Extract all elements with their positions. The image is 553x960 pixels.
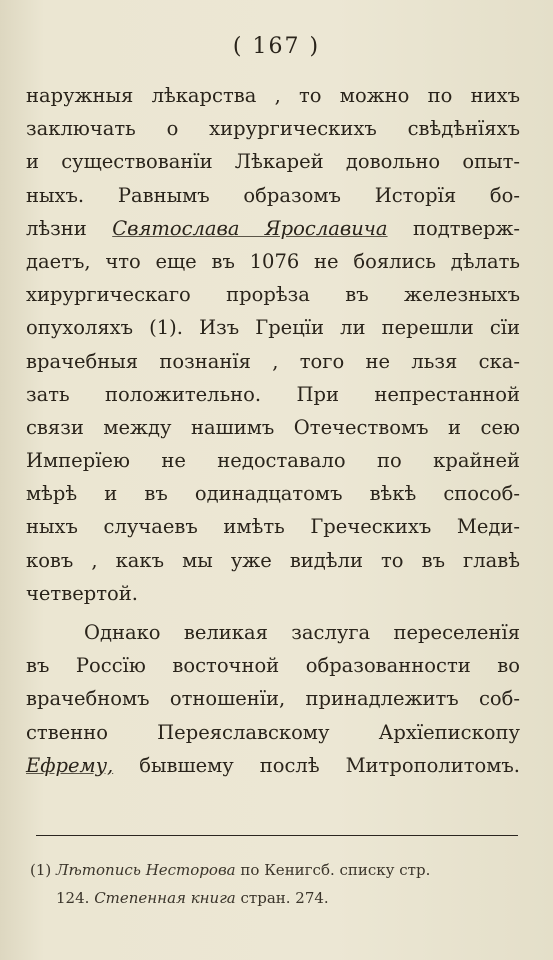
footnote-source-title: Лѣтопись Несторова <box>56 861 236 879</box>
text-line: даетъ, что еще въ 1076 не боялись дѣлать <box>26 249 520 273</box>
text-line: хирургическаго прорѣза въ железныхъ <box>26 283 520 307</box>
footnotes <box>30 856 522 912</box>
footnote-marker: (1) <box>30 861 52 879</box>
footnote-text: 124. <box>56 889 90 907</box>
text-line: и существованїи Лѣкарей довольно опыт- <box>26 150 520 174</box>
footnote-line <box>30 856 522 884</box>
text-line: наружныя лѣкарства , то можно по нихъ <box>26 84 520 107</box>
text-fragment: лѣзни <box>26 216 87 240</box>
italic-name-efrem: Ефрему, <box>26 753 114 777</box>
text-line: ныхъ случаевъ имѣть Греческихъ Меди- <box>26 515 520 539</box>
footnote-text: стран. 274. <box>240 889 329 907</box>
text-line <box>26 749 520 782</box>
text-line: ковъ , какъ мы уже видѣли то въ главѣ <box>26 548 520 572</box>
footnote-source-title: Степенная книга <box>94 889 236 907</box>
text-line <box>26 212 520 245</box>
text-line: заключать о хирургическихъ свѣдѣнїяхъ <box>26 117 520 141</box>
text-fragment: бывшему послѣ Митрополитомъ. <box>139 753 520 777</box>
text-line: связи между нашимъ Отечествомъ и сею <box>26 415 520 439</box>
footnote-text: по Кенигсб. списку стр. <box>240 861 431 879</box>
page-number: ( 167 ) <box>232 34 321 59</box>
text-line: ныхъ. Равнымъ образомъ Исторїя бо- <box>26 183 520 207</box>
text-line: зать положительно. При непрестанной <box>26 382 520 406</box>
text-line: опухоляхъ (1). Изъ Грецїи ли перешли сїи <box>26 316 520 340</box>
text-line: врачебныя познанїя , того не льзя ска- <box>26 349 520 373</box>
text-fragment: подтверж- <box>412 216 521 240</box>
text-line: въ Россїю восточной образованности во <box>26 654 520 678</box>
text-line: четвертой. <box>26 581 138 605</box>
text-line: Однако великая заслуга переселенїя <box>84 621 520 644</box>
main-text <box>26 79 520 782</box>
italic-name-svyatoslav: Святослава Ярославича <box>112 216 388 240</box>
footnote-divider <box>36 835 518 836</box>
footnote-line <box>30 884 522 912</box>
text-line: мѣрѣ и въ одинадцатомъ вѣкѣ способ- <box>26 482 520 506</box>
text-line: врачебномъ отношенїи, принадлежитъ соб- <box>26 687 520 711</box>
text-line: Имперїею не недоставало по крайней <box>26 449 520 473</box>
text-line: ственно Переяславскому Архїепископу <box>26 720 520 744</box>
